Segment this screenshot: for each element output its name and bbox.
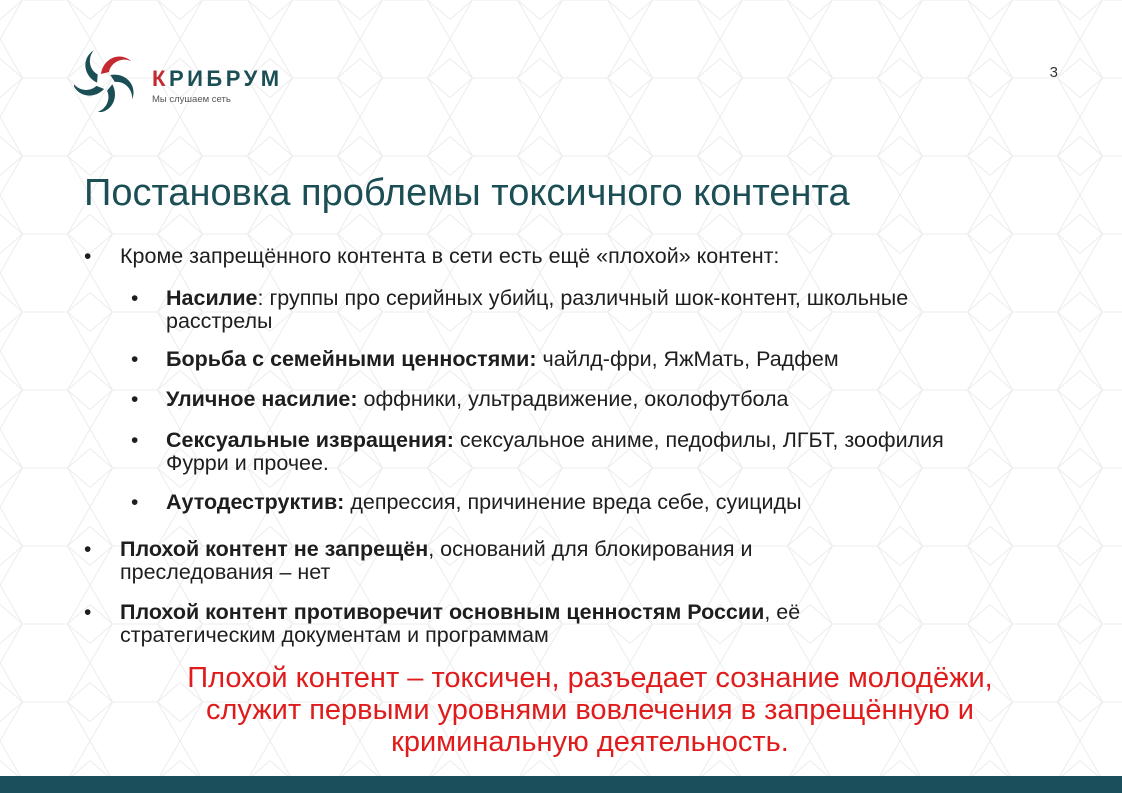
brand-name (152, 66, 283, 92)
bottom-accent-bar (0, 776, 1122, 793)
bullet-dot: • (131, 287, 139, 310)
sub-bullet-bold: Сексуальные извращения: (166, 428, 454, 452)
bullet-dot: • (131, 348, 139, 371)
sub-bullet-street-violence (131, 387, 789, 411)
kribrum-swirl-icon (74, 50, 136, 112)
sub-bullet-text: оффники, ультрадвижение, околофутбола (357, 387, 789, 411)
sub-bullet-bold: Насилие (166, 286, 258, 310)
bullet-dot: • (131, 388, 139, 411)
sub-bullet-family-values (131, 347, 839, 371)
slide-title: Постановка проблемы токсичного контента (84, 172, 850, 214)
bullet-dot: • (84, 245, 92, 268)
sub-bullet-bold: Аутодеструктив: (166, 490, 345, 514)
bullet-bold: Плохой контент противоречит основным ценностям России (120, 600, 765, 624)
brand-tagline: Мы слушаем сеть (152, 94, 231, 105)
sub-bullet-text-cont: расстрелы (166, 309, 273, 333)
bullet-not-forbidden (84, 537, 753, 584)
bullet-dot: • (131, 491, 139, 514)
bullet-text-cont: преследования – нет (120, 560, 331, 584)
conclusion-statement (90, 662, 1090, 758)
conclusion-line-2: служит первыми уровнями вовлечения в запрещённую и (206, 694, 974, 726)
sub-bullet-text: депрессия, причинение вреда себе, суициды (344, 490, 802, 514)
page-number: 3 (1049, 64, 1058, 81)
sub-bullet-text: сексуальное аниме, педофилы, ЛГБТ, зоофилия (453, 428, 944, 452)
bullet-bold: Плохой контент не запрещён (120, 537, 429, 561)
brand-name-rest: РИБРУМ (168, 66, 283, 91)
bullet-contradicts-values (84, 600, 801, 647)
bullet-dot: • (84, 538, 92, 561)
sub-bullet-text: : группы про серийных убийц, различный шок-контент, школьные (257, 286, 909, 310)
bullet-dot: • (84, 601, 92, 624)
sub-bullet-bold: Уличное насилие: (166, 387, 358, 411)
conclusion-line-1: Плохой контент – токсичен, разъедает сознание молодёжи, (187, 662, 993, 694)
sub-bullet-perversions (131, 428, 944, 475)
bullet-intro (84, 244, 780, 268)
brand-name-first-letter: К (152, 66, 169, 91)
bullet-text: , её (764, 600, 801, 624)
bullet-dot: • (131, 429, 139, 452)
bullet-intro-text: Кроме запрещённого контента в сети есть ещё «плохой» контент: (120, 244, 780, 268)
sub-bullet-text: чайлд-фри, ЯжМать, Радфем (536, 347, 839, 371)
brand-logo (74, 50, 314, 112)
bullet-text: , оснований для блокирования и (428, 537, 753, 561)
sub-bullet-bold: Борьба с семейными ценностями: (166, 347, 537, 371)
sub-bullet-self-destruction (131, 490, 802, 514)
conclusion-line-3: криминальную деятельность. (391, 726, 789, 758)
sub-bullet-text-cont: Фурри и прочее. (166, 451, 329, 475)
bullet-text-cont: стратегическим документам и программам (120, 623, 549, 647)
sub-bullet-violence (131, 286, 909, 333)
